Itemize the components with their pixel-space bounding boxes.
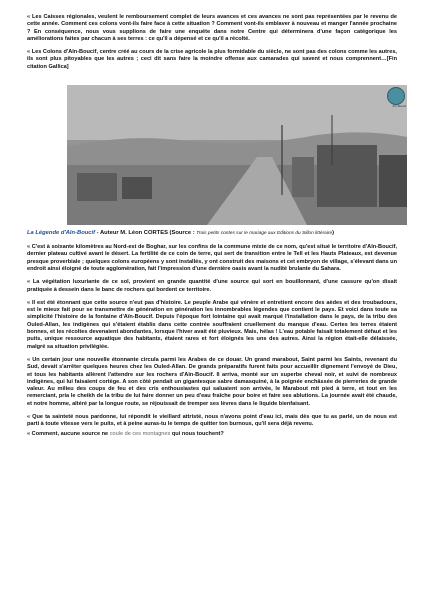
house-right-3 [292, 157, 314, 197]
paragraph: « C'est à soixante kilomètres au Nord-est de Boghar, sur les confins de la commune mixte de ce nom, qu'est situé le territoire d'Aïn-Boucif, dernier plateau cultivé avant le désert. La fertilité de ce coin de terre, qui sert de transition entre le Tell et les Hauts Plateaux, est devenue presque proverbiale ; quelques colons européens y sont installés, y ont construit des maisons et cet embryon de village, s'élevant dans un endroit ainsi éloigné de toute agglomération, fait l'impression d'une dernière oasis avant la nudité brulante du Sahara. [27, 244, 397, 272]
stamp-label: Aïn Boucif [392, 104, 406, 109]
historic-photo [67, 85, 407, 225]
photo-caption [27, 230, 397, 236]
footer-rest: qui nous touchent? [170, 430, 224, 437]
house-right-1 [317, 145, 377, 207]
caption-source-note: Trois petits contes sur le mariage aux Editions du Sillon littéraire [196, 231, 333, 237]
caption-close: ) [332, 230, 335, 237]
paragraph: « Les Caisses régionales, veulent le remboursement complet de leurs avances et ces avances ne sont pas représentées par le revenu de cette année. Comment ces colons vont-ils faire face à cette situation ? Comment vont-ils emblaver à nouveau et manger l'année prochaine ? En conséquence, nous vous supplions de faire une enquête dans notre Centre qui déterminera d'une façon catégorique les améliorations faites par chacun à ses terres : ce qu'il a dépensé et ce qu'il a récolté. [27, 14, 397, 42]
house-left-2 [122, 177, 152, 199]
house-right-2 [379, 155, 407, 207]
footer-line [27, 431, 397, 438]
caption-title: La Légende d'Aïn-Boucif [27, 230, 96, 237]
paragraph: « Les Colons d'Aïn-Boucif, centre créé au cours de la crise agricole la plus formidable du siècle, ne sont pas des colons comme les autres, ils sont plus pitoyables que les autres ; ceci dit sans faire la moindre offense aux camarades qui savent et nous comprennent…[Fin citation Gallica] [27, 49, 397, 70]
sky [67, 85, 407, 140]
paragraph: « La végétation luxuriante de ce sol, provient en grande quantité d'une source qui sort en bouillonnant, d'une cassure qu'on disait pratiquée à dessein dans le banc de rochers qui bordent ce territoire. [27, 279, 397, 293]
house-left-1 [77, 173, 117, 201]
footer-bold: « Comment, aucune source ne [27, 430, 110, 437]
paragraph: « Un certain jour une nouvelle étonnante circula parmi les Arabes de ce douar. Un grand marabout, Saint parmi les Saints, revenant du Sud, devait s'arrêter quelques heures chez les Ouled-Allan. De grands préparatifs furent faits pour accueillir dignement l'envoyé de Dieu, et tous les habitants allèrent l'attendre sur les rochers d'Aïn-Boucif. Il arriva, monté sur un superbe cheval noir, et suivi de nombreux indigènes, qui lui faisaient cortège. A son côté pendait un gigantesque sabre damasquiné, à la poignée enchâssée de pierreries de grande valeur. Au milieu des coups de feu et des cris enthousiastes qui saluaient son arrivée, le Marabout mit pied à terre, et tout en les remerciant, pria le cheikh de la tribu de lui faire donner un peu d'eau fraîche pour boire et faire ses ablutions. La journée avait été chaude, et notre homme, altéré par la longue route, se réjouissait de tremper ses lèvres dans le liquide bienfaisant. [27, 356, 397, 407]
paragraph: « Que ta sainteté nous pardonne, lui répondit le vieillard attristé, nous n'avons point d'eau ici, mais dès que tu as parlé, un de nous est parti à toute vitesse vers le puits, et à peine auras-tu le temps de quitter ton burnous, qu'il sera déjà revenu. [27, 414, 397, 428]
document-page [27, 14, 406, 438]
paragraph: « Il est été étonnant que cette source n'eut pas d'histoire. Le peuple Arabe qui vénère et entretient encore des aèdes et des troubadours, est le mieux fait pour se transmettre de génération en génération les innombrables légendes que contient le pays. Et voici dans toute sa simplicité l'histoire de la fontaine d'Aïn-Boucif. Depuis l'époque fort lointaine qui avait marqué l'installation dans le pays, de la tribu des Ouled-Allan, les indigènes qui s'étaient établis dans cette contrée souffraient cruellement du manque d'eau. Certes les terres étaient bonnes, et les récoltes devenaient abondantes, lorsque l'hiver avait été pluvieux. Mais, hélas ! L'eau potable faisait totalement défaut et les puits, unique ressource aquatique des habitants, étaient rares et fort éloignés les uns des autres. Ainsi la région était-elle délaissée, malgré sa situation privilégiée. [27, 299, 397, 350]
village-street-illustration [67, 85, 407, 225]
stamp-icon [387, 87, 405, 105]
footer-faint: coule de ces montagnes [109, 430, 171, 437]
caption-author: - Auteur M. Léon CORTES (Source : [95, 230, 197, 237]
